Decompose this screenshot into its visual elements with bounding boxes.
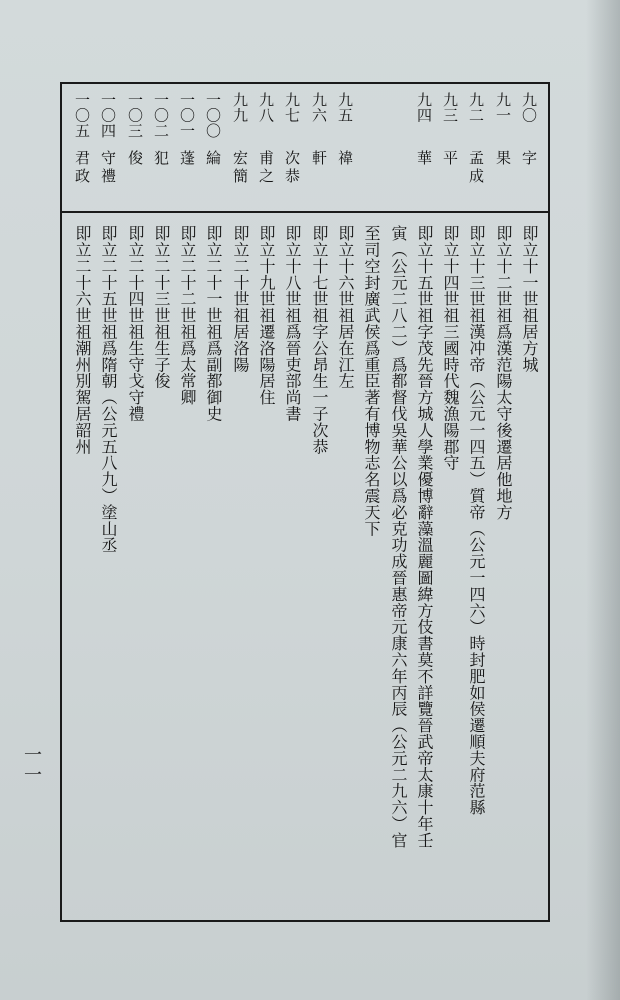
entry-number: 九八 — [257, 92, 275, 123]
entry-name: 禕 — [336, 150, 354, 168]
entry-name: 軒 — [310, 150, 328, 168]
entry-name: 蓬 — [178, 150, 196, 168]
entry-number: 一〇四 — [99, 92, 117, 139]
entry-description: 即立十八世祖爲晉吏部尚書 — [283, 225, 302, 422]
entry-number: 九三 — [441, 92, 459, 123]
entry-number: 九一 — [494, 92, 512, 123]
entry-name: 果 — [494, 150, 512, 168]
entry-name: 宏簡 — [231, 150, 249, 186]
entry-description: 即立二十二世祖爲太常卿 — [178, 225, 197, 406]
entry-name: 君政 — [73, 150, 91, 186]
entry-number: 一〇二 — [152, 92, 170, 139]
entry-description: 即立十六世祖居在江左 — [336, 225, 355, 389]
entry-number: 九七 — [283, 92, 301, 123]
entry-number: 九五 — [336, 92, 354, 123]
entry-description: 即立十九世祖遷洛陽居住 — [257, 225, 276, 406]
entry-number: 一〇五 — [73, 92, 91, 139]
entry-description: 即立十五世祖字茂先晉方城人學業優博辭藻溫麗圖緯方伎書莫不詳覽晉武帝太康十年壬 — [415, 225, 434, 849]
entry-name: 犯 — [152, 150, 170, 168]
header-divider — [60, 211, 550, 213]
entry-number: 九九 — [231, 92, 249, 123]
entry-description: 即立十七世祖字公昂生一子次恭 — [310, 225, 329, 455]
entry-description: 即立十三世祖漢冲帝（公元一四五）質帝（公元一四六）時封肥如侯遷順夫府范縣 — [467, 225, 486, 816]
entry-name: 守禮 — [99, 150, 117, 186]
entry-number: 九二 — [467, 92, 485, 123]
entry-number: 一〇〇 — [204, 92, 222, 139]
entry-description: 即立二十世祖居洛陽 — [231, 225, 250, 373]
entry-name: 平 — [441, 150, 459, 168]
entry-description: 即立十四世祖三國時代魏漁陽郡守 — [441, 225, 460, 471]
entry-description: 即立十二世祖爲漢范陽太守後遷居他地方 — [494, 225, 513, 521]
entry-description: 即立二十五世祖爲隋朝（公元五八九）塗山丞 — [99, 225, 118, 553]
entry-number: 九〇 — [520, 92, 538, 123]
entry-name: 俊 — [126, 150, 144, 168]
page-edge-shadow — [586, 0, 620, 1000]
entry-number: 九六 — [310, 92, 328, 123]
entry-description: 即立二十六世祖潮州別駕居韶州 — [73, 225, 92, 455]
entry-description: 至司空封廣武侯爲重臣著有博物志名震天下 — [362, 225, 381, 537]
entry-description: 即立二十四世祖生守戈守禮 — [126, 225, 145, 422]
entry-number: 一〇一 — [178, 92, 196, 139]
entry-description: 即立二十一世祖爲副都御史 — [204, 225, 223, 422]
entry-name: 甫之 — [257, 150, 275, 186]
entry-name: 次恭 — [283, 150, 301, 186]
entry-name: 孟成 — [467, 150, 485, 186]
entry-description: 即立十一世祖居方城 — [520, 225, 539, 373]
page-number: 一一 — [21, 745, 42, 785]
entry-name: 字 — [520, 150, 538, 168]
entry-description: 寅（公元二八二）爲都督伐吳華公以爲必克功成晉惠帝元康六年丙辰（公元二九六）官 — [389, 225, 408, 849]
entry-description: 即立二十三世祖生子俊 — [152, 225, 171, 389]
entry-number: 一〇三 — [126, 92, 144, 139]
entry-name: 綸 — [204, 150, 222, 168]
entry-name: 華 — [415, 150, 433, 168]
entry-number: 九四 — [415, 92, 433, 123]
